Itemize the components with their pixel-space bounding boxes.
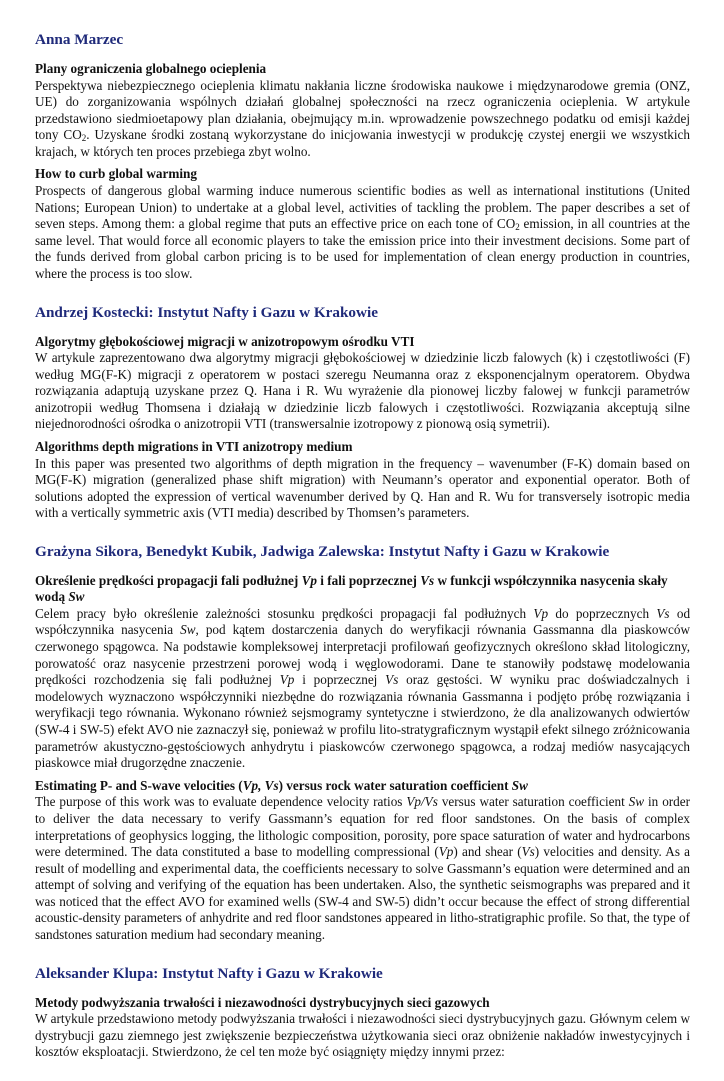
text-run: . Uzyskane środki zostaną wykorzystane do inicjowania inwestycji w produkcję czystej energii we wszystkich krajach, w których ten proces przebiega zbyt wolno. bbox=[35, 127, 690, 159]
polish-abstract: W artykule przedstawiono metody podwyższania trwałości i niezawodności sieci dystrybucyjnych gazu. Głównym celem w dystrybucji gazu ziemnego jest zwiększenie bezpieczeństwa użytkowania sieci oraz obniżenie nakładów inwestycyjnych i kosztów eksploatacji. Stwierdzono, że cel ten może być osiągnięty między innymi przez: bbox=[35, 1011, 690, 1060]
subscript-2: 2 bbox=[515, 222, 520, 233]
abstract-section-sikora bbox=[35, 542, 690, 944]
english-abstract: In this paper was presented two algorithms of depth migration in the frequency – wavenumber (F-K) domain based on MG(F-K) migration (generalized phase shift migration) with Neumann’s operator and exponential operator. Both of solutions adopted the expression of vertical wavenumber derived by Q. Han and R. Wu for transversely isotropic media with a vertically symmetric axis (VTI media) described by Thomsen’s parameters. bbox=[35, 455, 690, 521]
text-run: i poprzecznej bbox=[302, 672, 378, 688]
vs-symbol: Vs bbox=[521, 844, 535, 860]
text-run: do poprzecznych bbox=[555, 605, 650, 621]
text-run: Prospects of dangerous global warming induce numerous scientific bodies as well as international institutions (United Nations; European Union) to undertake at a global level, activities of tackling the problem. The paper describes a set of seven steps. Among them: a global regime that puts an effective price on each tone of bbox=[35, 182, 690, 232]
title-run: w funkcji współczynnika nasycenia skały wodą bbox=[35, 572, 668, 605]
abstract-section-kostecki bbox=[35, 303, 690, 522]
author-heading: Andrzej Kostecki: Instytut Nafty i Gazu w Krakowie bbox=[35, 303, 378, 321]
english-title: Algorithms depth migrations in VTI anizotropy medium bbox=[35, 439, 353, 454]
vs-symbol: Vs bbox=[420, 572, 435, 588]
sw-symbol: Sw bbox=[628, 794, 645, 810]
english-title bbox=[35, 778, 690, 795]
polish-abstract: W artykule zaprezentowano dwa algorytmy migracji głębokościowej w dziedzinie liczb falowych (k) i częstotliwości (F) według MG(F-K) migracji z operatorem w postaci szeregu Neumanna oraz z eksponencjalnym operatorem. Obydwa rozwiązania adaptują uzyskane przez Q. Hana i R. Wu wyrażenie dla pionowej liczby falowej w funkcji parametrów anizotropii według Thomsena i działają w dziedzinie liczb falowych i częstotliwości. Rozwiązania akceptują silne niejednorodności ośrodka o anizotropii VTI (transwersalnie izotropowy z pionową osią symetrii). bbox=[35, 350, 690, 432]
text-run: , pod kątem dostarczenia danych do weryfikacji równania Gassmanna dla piaskowców czerwonego spągowca. Na podstawie kompleksowej interpretacji profilowań geofizycznych określono skład litologiczny, porowatość oraz nasycenie przestrzeni porowej wodą i węglowodorami. Dane te stanowiły podstawę modelowania prędkości rozchodzenia się fali podłużnej bbox=[35, 622, 690, 688]
author-heading: Aleksander Klupa: Instytut Nafty i Gazu w Krakowie bbox=[35, 964, 383, 982]
text-run: emission, in all countries at the same level. That would force all economic players to take the emission price into their investment decisions. Some part of the funds derived from global carbon pricing is to be used for implementation of clean energy production in countries, where the process is too slow. bbox=[35, 216, 691, 281]
polish-title: Algorytmy głębokościowej migracji w anizotropowym ośrodku VTI bbox=[35, 333, 415, 349]
abstract-section-marzec bbox=[35, 30, 690, 283]
english-title: How to curb global warming bbox=[35, 166, 197, 182]
polish-title bbox=[35, 573, 690, 606]
english-abstract bbox=[35, 183, 690, 283]
text-run: oraz gęstości. W wyniku prac doświadczalnych i modelowych wyznaczono współczynniki niezbędne do rozwiązania równania Gassmanna i podjęto próbę rozwiązania i weryfikacji tego równania. Wykonano również sejsmogramy syntetyczne i stwierdzono, że dla analizowanych odwiertów (SW-4 i SW-5) efekt AVO nie zaznaczył się, ponieważ w profilu lito-stratygraficznym wystąpił efekt silnego zróżnicowania parametrów akustyczno-gęstościowych anhydrytu i piaskowców czerwonego spągowca, a rodzaj mediów nasycających piaskowce miał drugorzędne znaczenie. bbox=[35, 672, 691, 771]
text-run: od współczynnika nasycenia bbox=[35, 605, 691, 638]
author-heading: Anna Marzec bbox=[35, 31, 124, 48]
text-run: in order to deliver the data necessary to verify Gassmann’s equation for red floor sandstones. On the basis of complex interpretations of geophysics logging, the lithologic composition, porosity, pore space saturation of water and hydrocarbons were determined. The data constituted a base to modelling compressional ( bbox=[35, 794, 691, 860]
text-run: Celem pracy było określenie zależności stosunku prędkości propagacji fal podłużnych bbox=[35, 605, 527, 621]
polish-title: Plany ograniczenia globalnego ocieplenia bbox=[35, 61, 267, 76]
vs-symbol: Vs bbox=[656, 605, 670, 621]
vp-symbol: Vp bbox=[533, 605, 549, 621]
co2-formula bbox=[63, 127, 86, 142]
polish-abstract bbox=[35, 606, 690, 772]
co-text: CO bbox=[496, 216, 516, 232]
title-run: Określenie prędkości propagacji fali podłużnej bbox=[35, 572, 302, 588]
sw-symbol: Sw bbox=[68, 589, 85, 605]
sw-symbol: Sw bbox=[180, 622, 196, 638]
abstract-section-klupa bbox=[35, 964, 690, 1061]
text-run: Perspektywa niebezpiecznego ocieplenia klimatu nakłania liczne środowiska naukowe i międzynarodowe gremia (ONZ, UE) do zorganizowania wspólnych działań globalnej społeczności na rzecz ograniczenia ocieplenia. W artykule przedstawiono siedmioetapowy plan działania, obejmujący m.in. wprowadzenie powszechnego podatku od emisji każdej tony bbox=[35, 77, 690, 143]
text-run: The purpose of this work was to evaluate dependence velocity ratios bbox=[35, 794, 403, 810]
co-text: CO bbox=[63, 127, 82, 143]
english-abstract bbox=[35, 794, 690, 943]
document-page bbox=[35, 30, 690, 1081]
title-run: ) versus rock water saturation coefficient bbox=[278, 777, 512, 793]
title-run: Estimating P- and S-wave velocities ( bbox=[35, 777, 243, 793]
co2-formula bbox=[497, 216, 520, 231]
author-heading: Grażyna Sikora, Benedykt Kubik, Jadwiga Zalewska: Instytut Nafty i Gazu w Krakowie bbox=[35, 542, 610, 560]
title-run: i fali poprzecznej bbox=[316, 572, 421, 588]
subscript-2: 2 bbox=[81, 133, 87, 144]
text-run: versus water saturation coefficient bbox=[441, 794, 625, 810]
text-run: ) and shear ( bbox=[453, 844, 522, 860]
vs-symbol: Vs bbox=[385, 672, 399, 688]
vp-vs-symbols: Vp, Vs bbox=[242, 777, 279, 793]
polish-abstract bbox=[35, 78, 690, 161]
polish-title: Metody podwyższania trwałości i niezawodności dystrybucyjnych sieci gazowych bbox=[35, 994, 490, 1010]
sw-symbol: Sw bbox=[511, 777, 528, 793]
vp-symbol: Vp bbox=[438, 844, 454, 860]
vp-symbol: Vp bbox=[279, 672, 295, 688]
vp-symbol: Vp bbox=[301, 572, 317, 588]
text-run: ) velocities and density. As a result of modelling and experimental data, the coefficients necessary to solve Gassmann’s equation were determined and an attempt of solving and verifying of the equation has been undertaken. Also, the synthetic seismographs was prepared and it was noticed that the effect AVO for examined wells (SW-4 and SW-5) didn’t occur because the effect of strong differential acoustic-density parameters of anhydrite and red floor sandstones appeared in litho-stratigraphic profile. So that, the type of sandstones saturation medium had secondary meaning. bbox=[35, 844, 690, 943]
vp-vs-ratio: Vp/Vs bbox=[406, 794, 438, 810]
